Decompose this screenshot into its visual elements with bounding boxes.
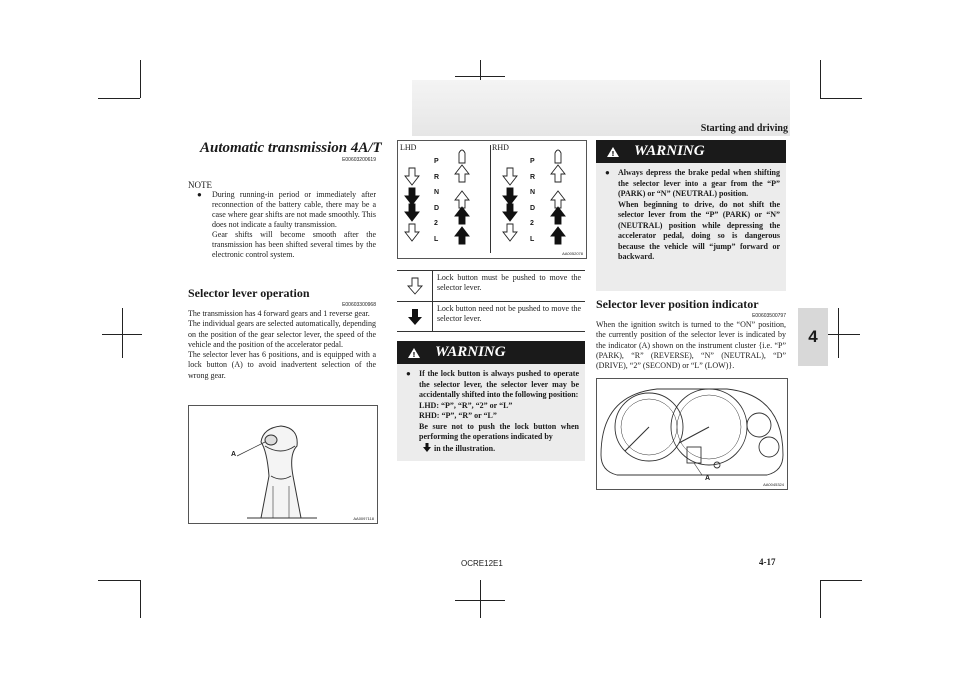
figure-code: AA0097118 bbox=[353, 516, 374, 521]
figure-code: AA0052078 bbox=[562, 251, 583, 256]
selector-lever-figure bbox=[188, 405, 378, 524]
callout-label-a: A bbox=[231, 451, 237, 458]
note-body bbox=[197, 190, 376, 260]
svg-text:!: ! bbox=[611, 149, 615, 158]
heading-code: E00603500797 bbox=[752, 313, 786, 319]
warning-text-2: When beginning to drive, do not shift the selector lever from the “P” (PARK) or “N” (NEUTRAL) position while depressing the accelerator pedal, doing so is dangerous because the vehicle will “jump” forward or backward. bbox=[618, 199, 780, 261]
warning-line: RHD: “P”, “R” or “L” bbox=[419, 411, 497, 420]
warning-body bbox=[397, 364, 585, 460]
gear-label: N bbox=[434, 189, 440, 196]
rhd-gear-list bbox=[530, 154, 535, 247]
operation-body bbox=[188, 309, 376, 381]
gear-label: R bbox=[434, 173, 440, 181]
gear-label: P bbox=[434, 158, 439, 165]
legend-text: Lock button must be pushed to move the selector lever. bbox=[437, 273, 581, 292]
bullet-icon: ● bbox=[605, 168, 610, 177]
legend-row bbox=[397, 271, 585, 301]
legend-text: Lock button need not be pushed to move the selector lever. bbox=[437, 304, 581, 323]
shift-arrows-diagram bbox=[398, 141, 586, 258]
running-header: Starting and driving bbox=[700, 123, 788, 134]
rhd-label: RHD bbox=[492, 143, 509, 152]
warning-title: WARNING bbox=[435, 344, 506, 360]
gear-label: 2 bbox=[434, 220, 438, 227]
note-text: During running-in period or immediately after reconnection of the battery cable, there may be a case where gear shifts are not made smoothly. This does not indicate a faulty transmission. bbox=[212, 190, 376, 229]
warning-header bbox=[397, 341, 585, 364]
heading-code: E00603300968 bbox=[342, 302, 376, 308]
gear-label: L bbox=[530, 235, 535, 243]
shift-pattern-figure bbox=[397, 140, 587, 259]
outline-arrow-icon bbox=[407, 277, 423, 295]
instrument-cluster-figure bbox=[596, 378, 788, 490]
warning-line: LHD: “P”, “R”, “2” or “L” bbox=[419, 400, 513, 410]
doc-code: OCRE12E1 bbox=[461, 559, 503, 568]
gear-label: P bbox=[530, 158, 535, 165]
warning-box-brake bbox=[596, 140, 786, 291]
gear-label: R bbox=[530, 173, 536, 181]
body-paragraph-1: The transmission has 4 forward gears and 1 reverse gear. bbox=[188, 309, 370, 318]
warning-line-with-icon: in the illustration. bbox=[419, 443, 579, 455]
chapter-number: 4 bbox=[808, 327, 818, 346]
page-number: 4-17 bbox=[759, 557, 776, 567]
solid-arrow-icon bbox=[407, 308, 423, 326]
warning-header bbox=[596, 140, 786, 163]
gear-label: N bbox=[530, 189, 536, 196]
indicator-body: When the ignition switch is turned to the “ON” position, the currently position of the selector lever is indicated by the indicator (A) shown on the instrument cluster {i.e. “P” (PARK), “R” (REVERSE), “N” (NEUTRAL), “D” (DRIVE), “2” (SECOND) or “L” (LOW)}. bbox=[596, 320, 786, 371]
legend-row bbox=[397, 301, 585, 332]
lhd-gear-list bbox=[434, 154, 439, 247]
arrow-legend-table bbox=[397, 270, 585, 332]
selector-lever-illustration bbox=[189, 406, 377, 523]
warning-text: Always depress the brake pedal when shifting the selector lever into a gear from the “P” (PARK) or “N” (NEUTRAL) position. bbox=[618, 168, 780, 198]
gear-label: L bbox=[434, 235, 439, 243]
gear-label: D bbox=[530, 204, 536, 212]
section-code: E00603200619 bbox=[342, 157, 376, 163]
bullet-icon: ● bbox=[406, 369, 411, 378]
warning-body bbox=[596, 163, 786, 269]
body-paragraph-2: The individual gears are selected automatically, depending on the position of the gear selector lever, the speed of the vehicle and the position of the accelerator pedal. bbox=[188, 319, 376, 349]
lhd-label: LHD bbox=[400, 143, 417, 152]
warning-line: Be sure not to push the lock button when performing the operations indicated by bbox=[419, 421, 579, 441]
note-label: NOTE bbox=[188, 180, 212, 190]
bullet-icon: ● bbox=[197, 190, 202, 199]
chapter-tab bbox=[798, 308, 828, 366]
warning-triangle-icon bbox=[606, 146, 620, 158]
svg-text:!: ! bbox=[412, 350, 416, 359]
heading-position-indicator: Selector lever position indicator bbox=[596, 297, 759, 311]
note-text-2: Gear shifts will become smooth after the transmission has been shifted several times by the electronic control system. bbox=[212, 230, 376, 259]
warning-line: If the lock button is always pushed to operate the selector lever, the selector lever may be accidentally shifted into the following position: bbox=[419, 369, 579, 399]
warning-title: WARNING bbox=[634, 143, 705, 159]
heading-selector-lever-operation: Selector lever operation bbox=[188, 286, 310, 300]
callout-label-a: A bbox=[705, 475, 711, 482]
warning-box-lock-button bbox=[397, 341, 585, 461]
figure-code: AA0045324 bbox=[763, 482, 784, 487]
gear-label: D bbox=[434, 204, 440, 212]
body-paragraph-3: The selector lever has 6 positions, and is equipped with a lock button (A) to avoid inadvertent selection of the wrong gear. bbox=[188, 350, 376, 380]
gear-label: 2 bbox=[530, 220, 534, 227]
solid-arrow-icon bbox=[423, 443, 431, 452]
warning-triangle-icon bbox=[407, 347, 421, 359]
instrument-cluster-illustration bbox=[597, 379, 787, 489]
section-title: Automatic transmission 4A/T bbox=[200, 140, 382, 156]
